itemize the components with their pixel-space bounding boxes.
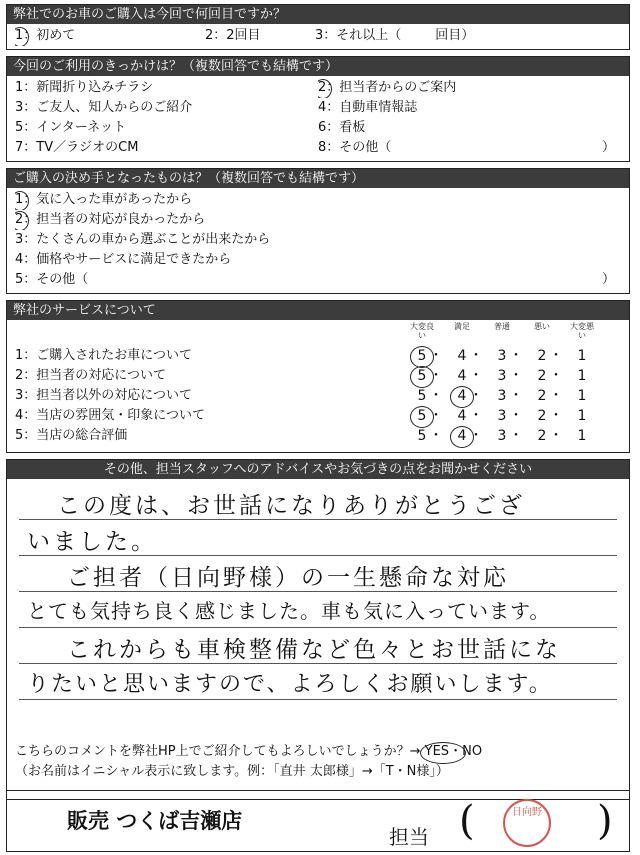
service-row-label: 5：当店の総合評価 [15, 428, 128, 443]
q2-option-3[interactable]: 3：ご友人、知人からのご紹介 [15, 100, 193, 115]
rating-separator: ・ [549, 428, 563, 444]
q3-option-4[interactable]: 4：価格やサービスに満足できたから [15, 252, 232, 267]
service-row-3 [15, 386, 621, 406]
rating-1[interactable]: 1 [577, 348, 587, 364]
rating-5[interactable]: 5 [417, 388, 427, 404]
rating-2[interactable]: 2 [537, 428, 547, 444]
rating-3[interactable]: 3 [497, 408, 507, 424]
q3-option-2[interactable]: 2：担当者の対応が良かったから [15, 210, 621, 230]
service-row-1 [15, 346, 621, 366]
q1-option-1-num: 1 [15, 26, 23, 46]
rating-2[interactable]: 2 [537, 368, 547, 384]
q2-header: 今回のご利用のきっかけは？（複数回答でも結構です） [7, 57, 629, 76]
rating-4[interactable]: 4 [457, 408, 467, 424]
rating-4[interactable]: 4 [457, 348, 467, 364]
yes-option[interactable]: YES [424, 744, 450, 759]
rating-separator: ・ [549, 368, 563, 384]
rating-separator: ・ [469, 368, 483, 384]
q2-option-4[interactable]: 4：自動車情報誌 [318, 100, 418, 115]
shop-footer [6, 790, 630, 852]
service-row-label: 1：ご購入されたお車について [15, 348, 193, 363]
service-rating-table [7, 320, 629, 452]
handwritten-line-1: この度は、お世話になりありがとうござ [57, 493, 525, 519]
name-note: （お名前はイニシャル表示に致します。例：「直井 太郎様」→「T・N様」） [15, 764, 449, 779]
rating-separator: ・ [429, 368, 443, 384]
service-row-label: 4：当店の雰囲気・印象について [15, 408, 206, 423]
scale-label-3: 普通 [494, 322, 510, 331]
q2-option-2[interactable]: 2：担当者からのご案内 [318, 78, 621, 98]
rating-5[interactable]: 5 [415, 346, 429, 366]
scale-label-4: 満足 [454, 322, 470, 331]
rating-5[interactable]: 5 [415, 406, 429, 426]
staff-label: 担当 [389, 825, 429, 849]
no-option[interactable]: NO [462, 744, 483, 759]
q2-option-5[interactable]: 5：インターネット [15, 120, 127, 135]
scale-label-1: 大変悪い [570, 322, 594, 340]
rating-separator: ・ [509, 368, 523, 384]
rating-4[interactable]: 4 [455, 426, 469, 446]
handwritten-line-2: いました。 [27, 529, 157, 555]
rating-1[interactable]: 1 [577, 408, 587, 424]
q3-option-1[interactable]: 1：気に入った車があったから [15, 190, 621, 210]
comments-section [6, 459, 630, 800]
service-row-4 [15, 406, 621, 426]
rating-5[interactable]: 5 [415, 366, 429, 386]
rating-separator: ・ [509, 408, 523, 424]
q1-options [15, 26, 621, 46]
q2-option-1[interactable]: 1：新聞折り込みチラシ [15, 80, 154, 95]
rating-3[interactable]: 3 [497, 388, 507, 404]
handwritten-line-4: とても気持ち良く感じました。車も気に入っています。 [27, 599, 551, 623]
q3-option-5[interactable]: 5：その他（ ） [15, 272, 615, 287]
rating-separator: ・ [509, 428, 523, 444]
handwritten-line-3: ご担者（日向野様）の一生懸命な対応 [67, 565, 509, 591]
rating-separator: ・ [469, 408, 483, 424]
q3-header: ご購入の決め手となったものは？（複数回答でも結構です） [7, 169, 629, 188]
rating-1[interactable]: 1 [577, 388, 587, 404]
scale-label-5: 大変良い [410, 322, 434, 340]
open-bracket: ( [459, 798, 475, 844]
comments-area[interactable] [7, 479, 629, 799]
publish-question: こちらのコメントを弊社HP上でご紹介してもよろしいでしょうか？→ YES・NO [15, 744, 483, 759]
q2-section [6, 56, 630, 162]
rating-2[interactable]: 2 [537, 388, 547, 404]
handwritten-line-5: これからも車検整備など色々とお世話にな [67, 637, 561, 663]
rating-2[interactable]: 2 [537, 408, 547, 424]
rating-5[interactable]: 5 [417, 428, 427, 444]
survey-form [6, 4, 630, 806]
service-row-2 [15, 366, 621, 386]
rating-separator: ・ [429, 428, 443, 444]
rating-separator: ・ [429, 388, 443, 404]
rating-4[interactable]: 4 [457, 368, 467, 384]
q1-option-1[interactable]: 1：初めて [15, 26, 205, 46]
rating-separator: ・ [469, 388, 483, 404]
rating-1[interactable]: 1 [577, 368, 587, 384]
rating-separator: ・ [429, 348, 443, 364]
q2-option-6[interactable]: 6：看板 [318, 120, 366, 135]
shop-name: 販売 つくば吉瀬店 [67, 809, 243, 833]
rating-separator: ・ [549, 348, 563, 364]
q3-section [6, 168, 630, 294]
rating-separator: ・ [469, 428, 483, 444]
rating-separator: ・ [549, 388, 563, 404]
q3-option-3[interactable]: 3：たくさんの車から選ぶことが出来たから [15, 232, 271, 247]
rating-4[interactable]: 4 [455, 386, 469, 406]
ruled-line [19, 699, 617, 700]
rating-3[interactable]: 3 [497, 348, 507, 364]
q1-header: 弊社でのお車のご購入は今回で何回目ですか？ [7, 5, 629, 24]
rating-separator: ・ [549, 408, 563, 424]
q1-option-3[interactable]: 3：それ以上（ 回目） [315, 28, 475, 43]
q1-option-2[interactable]: 2：2回目 [205, 28, 261, 43]
q1-section [6, 4, 630, 50]
rating-3[interactable]: 3 [497, 368, 507, 384]
q2-option-7[interactable]: 7：TV／ラジオのCM [15, 140, 139, 155]
scale-label-2: 悪い [534, 322, 550, 331]
service-row-label: 3：担当者以外の対応について [15, 388, 193, 403]
handwritten-line-6: りたいと思いますので、よろしくお願いします。 [27, 672, 553, 697]
rating-separator: ・ [429, 408, 443, 424]
q4-header: 弊社のサービスについて [7, 301, 629, 320]
service-row-label: 2：担当者の対応について [15, 368, 167, 383]
q2-option-8[interactable]: 8：その他（ ） [318, 140, 615, 155]
close-bracket: ) [597, 798, 613, 844]
q4-section [6, 300, 630, 453]
service-row-5 [15, 426, 621, 446]
rating-2[interactable]: 2 [537, 348, 547, 364]
staff-seal-stamp: 日向野 [503, 799, 551, 847]
rating-1[interactable]: 1 [577, 428, 587, 444]
rating-separator: ・ [469, 348, 483, 364]
rating-separator: ・ [509, 388, 523, 404]
ruled-line [19, 627, 617, 628]
rating-3[interactable]: 3 [497, 428, 507, 444]
comments-header: その他、担当スタッフへのアドバイスやお気づきの点をお聞かせください [7, 460, 629, 479]
rating-separator: ・ [509, 348, 523, 364]
